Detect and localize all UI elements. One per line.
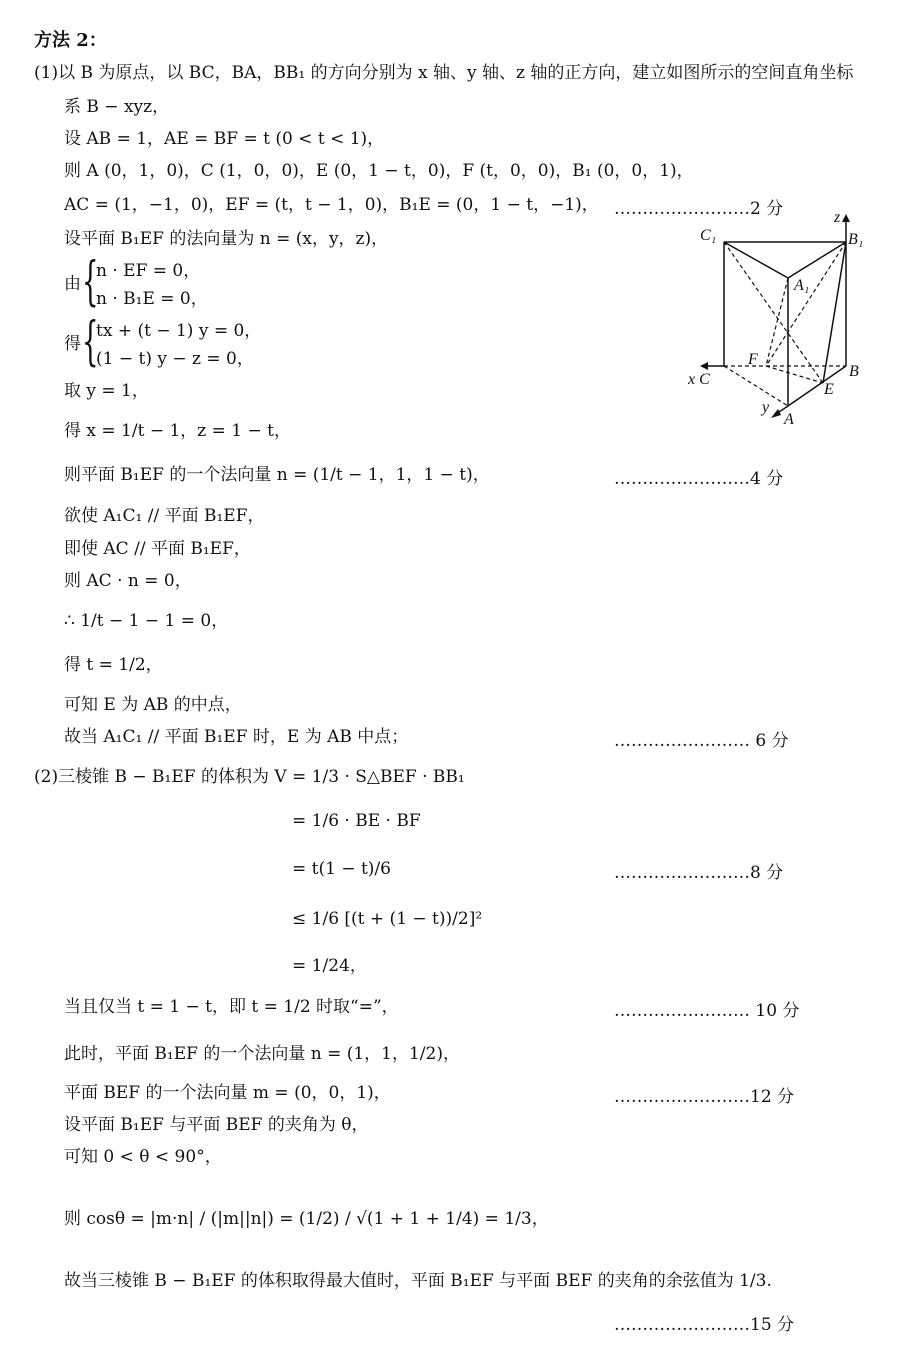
score-2: ……………………2 分 (614, 199, 784, 219)
edge-c-a-hidden (724, 366, 788, 406)
heading: 方法 2： (34, 30, 107, 51)
label-e: E (824, 381, 834, 398)
label-z: z (834, 209, 841, 226)
score-8: ……………………8 分 (614, 863, 784, 883)
label-b1: B₁ (848, 231, 864, 248)
axis-x-arrow (700, 362, 708, 370)
part1-line12: 欲使 A₁C₁ // 平面 B₁EF， (64, 506, 265, 526)
label-a: A (784, 411, 794, 428)
edge-b1-a1 (788, 242, 846, 278)
score-12: ……………………12 分 (614, 1087, 795, 1107)
system2-prefix: 得 (64, 334, 81, 354)
part1-line2: 系 B − xyz， (64, 97, 170, 117)
label-c1: C₁ (700, 227, 717, 244)
part1-line3: 设 AB = 1，AE = BF = t (0 < t < 1)， (64, 129, 385, 149)
part2-line9: 设平面 B₁EF 与平面 BEF 的夹角为 θ， (64, 1115, 369, 1135)
system2-eq1: tx + (t − 1) y = 0， (96, 321, 262, 341)
label-f: F (748, 351, 758, 368)
label-y: y (762, 399, 770, 416)
part1-line11: 则平面 B₁EF 的一个法向量 n = (1/t − 1，1，1 − t)， (64, 465, 490, 485)
edge-c1-a1 (724, 242, 788, 278)
part1-line17: 可知 E 为 AB 的中点， (64, 695, 242, 715)
edge-b1-e (823, 242, 846, 383)
part1-line1: (1)以 B 为原点，以 BC，BA，BB₁ 的方向分别为 x 轴、y 轴、z 轴的正方向，建立如图所示的空间直角坐标 (34, 63, 854, 83)
label-xc: x C (688, 371, 710, 388)
score-4: ……………………4 分 (614, 469, 784, 489)
part2-line1: (2)三棱锥 B − B₁EF 的体积为 V = 1/3 · S△BEF · BB₁ (34, 767, 465, 787)
diag-a1-f (766, 278, 788, 366)
part2-line3: = t(1 − t)/6 (292, 859, 391, 879)
score-15: ……………………15 分 (614, 1315, 795, 1335)
part2-line11: 则 cosθ = |m·n| / (|m||n|) = (1/2) / √(1 + 1 + 1/4) = 1/3， (64, 1209, 549, 1229)
part1-line16: 得 t = 1/2， (64, 655, 163, 675)
part2-line6: 当且仅当 t = 1 − t，即 t = 1/2 时取“=”， (64, 997, 399, 1017)
part1-line14: 则 AC · n = 0， (64, 571, 192, 591)
part2-line2: = 1/6 · BE · BF (292, 811, 421, 831)
diag-c1-e (724, 242, 823, 383)
axis-z-arrow (842, 214, 850, 222)
system2-eq2: (1 − t) y − z = 0， (96, 349, 254, 369)
part1-line5: AC = (1，−1，0)，EF = (t，t − 1，0)，B₁E = (0，1 − t，−1)， (64, 195, 599, 215)
part1-line10: 得 x = 1/t − 1，z = 1 − t， (64, 421, 291, 441)
label-b: B (849, 363, 859, 380)
edge-f-e (766, 366, 823, 383)
part1-line6: 设平面 B₁EF 的法向量为 n = (x，y，z)， (64, 229, 389, 249)
part1-line15: ∴ 1/t − 1 − 1 = 0， (64, 611, 229, 631)
system1-prefix: 由 (64, 274, 81, 294)
left-brace-2: { (82, 312, 99, 372)
part2-line12: 故当三棱锥 B − B₁EF 的体积取得最大值时，平面 B₁EF 与平面 BEF 的夹角的余弦值为 1/3. (64, 1271, 772, 1291)
part2-line8: 平面 BEF 的一个法向量 m = (0，0，1)， (64, 1083, 391, 1103)
part2-line5: = 1/24， (292, 956, 367, 976)
score-6: …………………… 6 分 (614, 731, 789, 751)
axis-y-arrow (771, 409, 781, 418)
part2-line10: 可知 0 < θ < 90°， (64, 1147, 222, 1167)
part1-line18: 故当 A₁C₁ // 平面 B₁EF 时，E 为 AB 中点； (64, 727, 409, 747)
part1-line13: 即使 AC // 平面 B₁EF， (64, 539, 251, 559)
left-brace-1: { (82, 252, 99, 312)
prism-figure (688, 208, 868, 430)
edge-a-b (788, 366, 846, 406)
system1-eq2: n · B₁E = 0， (96, 289, 208, 309)
label-a1: A₁ (794, 277, 810, 294)
part2-line4: ≤ 1/6 [(t + (1 − t))/2]² (292, 909, 483, 929)
part1-line4: 则 A (0，1，0)，C (1，0，0)，E (0，1 − t，0)，F (t，0，0)，B₁ (0，0，1)， (64, 161, 694, 181)
part2-line7: 此时，平面 B₁EF 的一个法向量 n = (1，1，1/2)， (64, 1044, 460, 1064)
score-10: …………………… 10 分 (614, 1001, 800, 1021)
system1-eq1: n · EF = 0， (96, 261, 201, 281)
part1-line9: 取 y = 1， (64, 381, 149, 401)
edge-b1-f (766, 242, 846, 366)
